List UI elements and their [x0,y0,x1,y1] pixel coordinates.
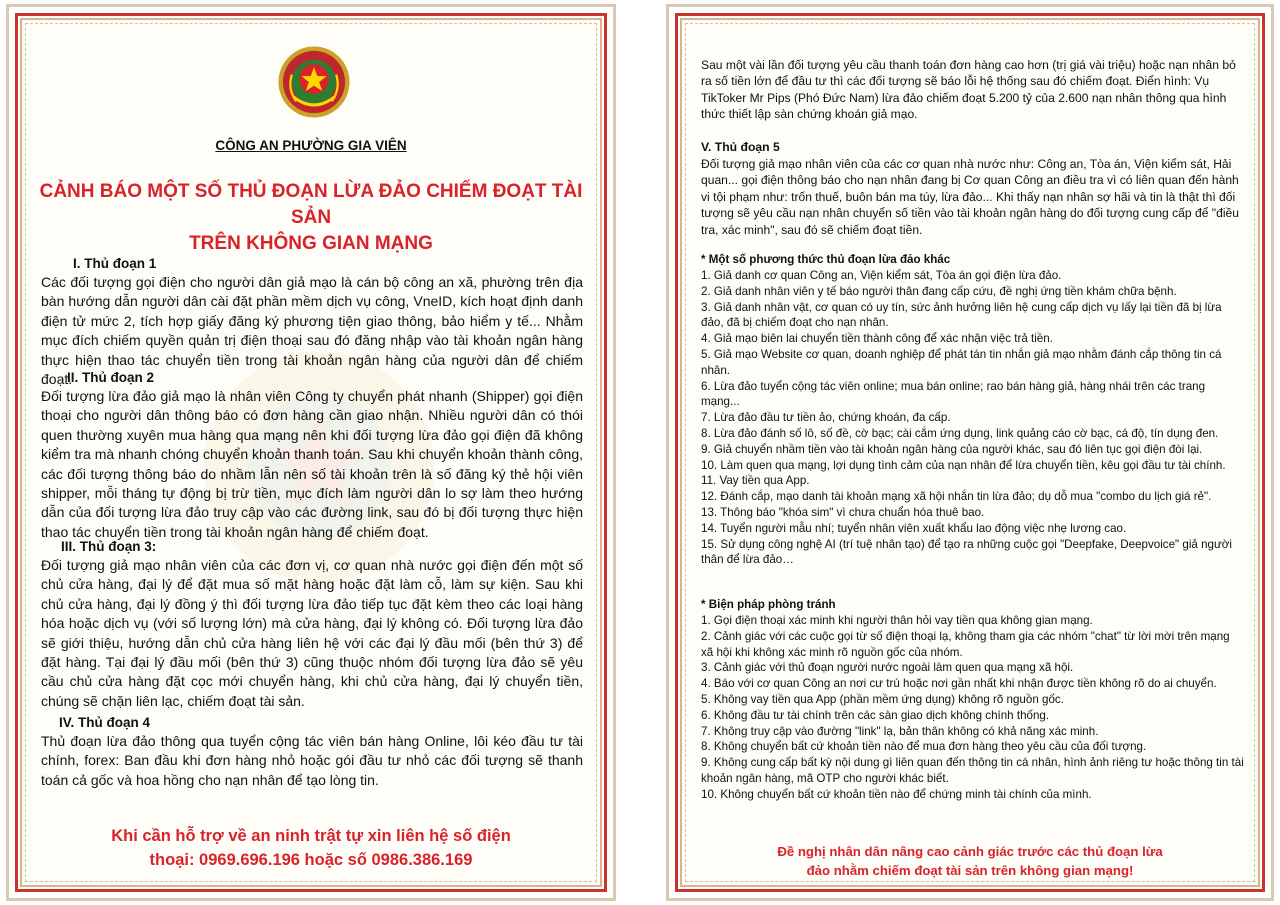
other-methods [701,251,1245,568]
methods-item: 13. Thông báo "khóa sim" vì chưa chuẩn hóa thuê bao. [701,505,985,519]
prevention-item: 8. Không chuyển bất cứ khoản tiền nào để mua đơn hàng theo yêu cầu của đối tượng. [701,740,1147,754]
section-3 [41,537,583,711]
prevention-item: 6. Không đầu tư tài chính trên các sàn giao dịch không chính thống. [701,708,1050,722]
methods-item: 15. Sử dụng công nghệ AI (trí tuệ nhân tạo) để tạo ra những cuộc gọi "Deepfake, Deepvoice" giả người thân để lừa đảo… [701,537,1232,567]
methods-item: 2. Giả danh nhân viên y tế báo người thân đang cấp cứu, đề nghị ứng tiền khám chữa bệnh. [701,284,1177,298]
methods-item: 7. Lừa đảo đầu tư tiền ảo, chứng khoán, đa cấp. [701,411,951,425]
prevention-item: 2. Cảnh giác với các cuộc gọi từ số điện thoại lạ, không tham gia các nhóm "chat" từ lời mời trên mạng xã hội khi không xác minh rõ nguồn gốc của nhóm. [701,629,1230,659]
methods-item: 14. Tuyển người mẫu nhí; tuyển nhân viên xuất khẩu lao động việc nhẹ lương cao. [701,521,1127,535]
methods-item: 3. Giả danh nhân vật, cơ quan có uy tín, sức ảnh hưởng liên hệ cung cấp dịch vụ lấy lại tiền đã bị lừa đảo, đã bị chiếm đoạt cho nạn nhân. [701,300,1222,330]
methods-item: 12. Đánh cắp, mạo danh tài khoản mạng xã hội nhắn tin lừa đảo; dụ dỗ mua "combo du lịch giá rẻ". [701,490,1212,504]
section-2-text: Đối tượng lừa đảo giả mạo là nhân viên Công ty chuyển phát nhanh (Shipper) gọi điện thoại cho người dân thông báo có đơn hàng cần giao nhận. Nhiều người dân có thói quen thường xuyên mua hàng qua mạng nên khi đối tượng lừa đảo gọi điện đã không kiểm tra mà nhanh chóng chuyển khoản thanh toán. Sau khi chuyển khoản thành công, các đối tượng thông báo do nhầm lẫn nên số tài khoản trên là số đăng ký thẻ hội viên shipper, mỗi tháng tự động bị trừ tiền, mục đích làm người dân lo sợ làm theo hướng dẫn của đối tượng lừa đảo truy cập vào các đường link, sau đó bị đối tượng thực hiện thao tác chuyển tiền trong tài khoản ngân hàng để chiếm đoạt. [41,388,583,540]
section-3-text: Đối tượng giả mạo nhân viên của các đơn vị, cơ quan nhà nước gọi điện đến một số chủ cửa hàng, đại lý để đặt mua số mặt hàng hoặc đặt làm cỗ, làm sự kiện. Sau khi chủ cửa hàng, đại lý đồng ý thì đối tượng lừa đảo tiếp tục đặt kèm theo các loại hàng hóa hoặc dịch vụ (với số lượng lớn) mà cửa hàng, đại lý không có. Đối tượng lừa đảo sẽ giới thiệu, hướng dẫn chủ cửa hàng liên hệ với các đại lý đầu mối (bên thứ 3) để đặt hàng. Tại đại lý đầu mối (bên thứ 3) cũng thuộc nhóm đối tượng lừa đảo sẽ yêu cầu chủ cửa hàng đặt cọc mới chuyển hàng, khi chủ cửa hàng, đại lý chuyển tiền, chúng sẽ chặn liên lạc, chiếm đoạt tài sản. [41,557,583,709]
section-5 [701,139,1245,238]
methods-item: 11. Vay tiền qua App. [701,474,810,488]
contact-line-2: thoại: 0969.696.196 hoặc số 0986.386.169 [149,851,473,869]
section-5-heading: V. Thủ đoạn 5 [701,140,780,154]
section-4-continued: Sau một vài lần đối tượng yêu cầu thanh toán đơn hàng cao hơn (trị giá vài triệu) hoặc nạn nhân bỏ ra số tiền lớn để đầu tư thì các đối tượng sẽ báo lỗi hệ thống sau đó chiếm đoạt. Điển hình: Vụ TikToker Mr Pips (Phó Đức Nam) lừa đảo chiếm đoạt 5.200 tỷ của 2.600 nạn nhân thông qua hình thức thiết lập sàn chứng khoán giả mạo. [701,58,1236,122]
title-line-2: TRÊN KHÔNG GIAN MẠNG [189,233,433,254]
prevention-item: 4. Báo với cơ quan Công an nơi cư trú hoặc nơi gần nhất khi nhận được tiền không rõ do ai chuyển. [701,677,1217,691]
prevention-item: 3. Cảnh giác với thủ đoạn người nước ngoài làm quen qua mạng xã hội. [701,661,1074,675]
section-3-heading: III. Thủ đoạn 3: [61,539,157,554]
right-page [666,4,1274,901]
prevention [701,596,1245,803]
methods-item: 6. Lừa đảo tuyển cộng tác viên online; mua bán online; rao bán hàng giả, hàng nhái trên các trang mạng... [701,379,1206,409]
methods-item: 1. Giả danh cơ quan Công an, Viện kiểm sát, Tòa án gọi điện lừa đảo. [701,269,1062,282]
police-emblem-icon [277,45,351,119]
other-methods-list [701,268,1245,568]
left-page [6,4,616,901]
contact-line-1: Khi cần hỗ trợ về an ninh trật tự xin liên hệ số điện [111,827,511,845]
section-4-text: Thủ đoạn lừa đảo thông qua tuyển cộng tác viên bán hàng Online, lôi kéo đầu tư tài chính, forex: Ban đầu khi đơn hàng nhỏ hoặc gói đầu tư nhỏ các đối tượng sẽ thanh toán cả gốc và hoa hồng cho nạn nhân để tạo lòng tin. [41,733,583,788]
section-5-text: Đối tượng giả mạo nhân viên của các cơ quan nhà nước như: Công an, Tòa án, Viện kiểm sát, Hải quan... gọi điện thông báo cho nạn nhân đang bị Cơ quan Công an điều tra vì có liên quan đến hành vi tội phạm như: trốn thuế, buôn bán ma túy, lừa đảo... Khi thấy nạn nhân sợ hãi và tin là thật thì đối tượng sẽ yêu cầu nạn nhân chuyển số tiền vào tài khoản ngân hàng do đối tượng cung cấp để "điều tra, xác minh", sau đó sẽ chiếm đoạt tiền. [701,157,1239,237]
prevention-list [701,613,1245,803]
title-line-1: CẢNH BÁO MỘT SỐ THỦ ĐOẠN LỪA ĐẢO CHIẾM ĐOẠT TÀI SẢN [39,181,583,228]
methods-item: 8. Lừa đảo đánh số lô, số đề, cờ bạc; cài cắm ứng dụng, link quảng cáo cờ bạc, cá độ, tín dụng đen. [701,426,1219,440]
contact-info [29,824,593,872]
prevention-item: 7. Không truy cập vào đường "link" lạ, bản thân không có khả năng xác minh. [701,724,1099,738]
methods-item: 4. Giả mạo biên lai chuyển tiền thành công để xác nhận việc trả tiền. [701,332,1053,346]
section-4 [41,713,583,790]
section-2 [41,368,583,542]
section-1-text: Các đối tượng gọi điện cho người dân giả mạo là cán bộ công an xã, phường trên địa bàn hướng dẫn người dân cài đặt phần mềm dịch vụ công, VneID, kích hoạt định danh điện tử mức 2, tích hợp giấy đăng ký phương tiện giao thông, bảo hiểm y tế... Nhằm mục đích chiếm quyền quản trị điện thoại sau đó đăng nhập vào tài khoản ngân hàng thực hiện thao tác chuyển tiền trong tài khoản ngân hàng của người dân để chiếm đoạt. [41,274,583,388]
section-2-heading: II. Thủ đoạn 2 [67,370,154,385]
methods-item: 9. Giả chuyển nhầm tiền vào tài khoản ngân hàng của người khác, sau đó liên tục gọi điện đòi lại. [701,442,1203,456]
section-4-heading: IV. Thủ đoạn 4 [59,715,151,730]
methods-item: 10. Làm quen qua mạng, lợi dụng tình cảm của nạn nhân để lừa chuyển tiền, kêu gọi đầu tư tài chính. [701,458,1226,472]
warning-title [23,179,599,257]
section-1-heading: I. Thủ đoạn 1 [73,256,157,271]
prevention-item: 10. Không chuyển bất cứ khoản tiền nào để chứng minh tài chính của mình. [701,787,1092,801]
closing-line-2: đảo nhằm chiếm đoạt tài sản trên không gian mạng! [806,863,1134,878]
closing-message [689,842,1251,880]
prevention-heading: * Biện pháp phòng tránh [701,598,836,611]
other-methods-heading: * Một số phương thức thủ đoạn lừa đảo khác [701,253,951,266]
prevention-item: 5. Không vay tiền qua App (phần mềm ứng dụng) không rõ nguồn gốc. [701,692,1064,706]
organization-name: CÔNG AN PHƯỜNG GIA VIÊN [215,138,407,153]
methods-item: 5. Giả mạo Website cơ quan, doanh nghiệp để phát tán tin nhắn giả mạo nhằm đánh cắp thông tin cá nhân. [701,347,1222,377]
prevention-item: 9. Không cung cấp bất kỳ nội dung gì liên quan đến thông tin cá nhân, hình ảnh riêng tư hoặc thông tin tài khoản ngân hàng, mã OTP cho người khác biết. [701,756,1244,785]
closing-line-1: Đề nghị nhân dân nâng cao cảnh giác trước các thủ đoạn lừa [777,844,1163,859]
prevention-item: 1. Gọi điện thoại xác minh khi người thân hỏi vay tiền qua không gian mạng. [701,614,1093,627]
